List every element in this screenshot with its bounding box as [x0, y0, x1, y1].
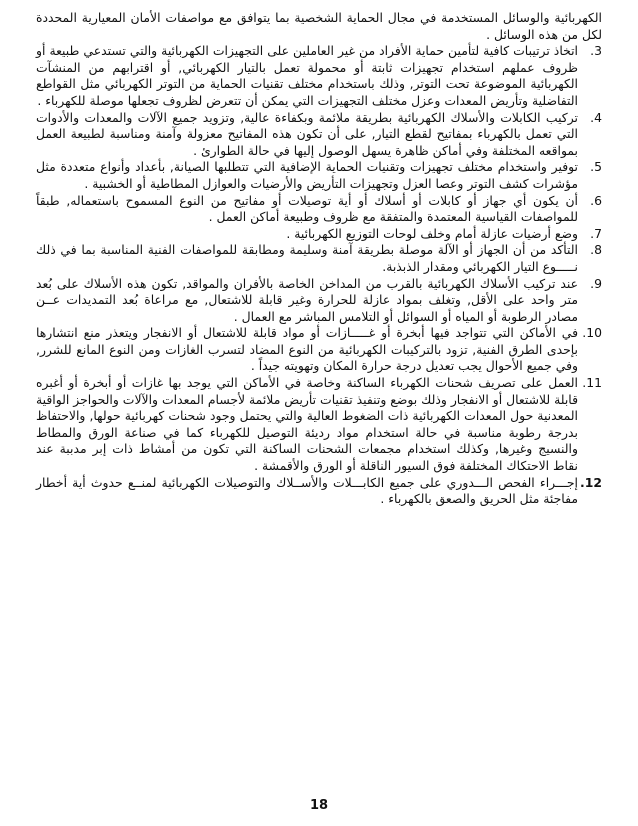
item-number: 4.: [590, 109, 602, 125]
item-number: 8.: [590, 242, 602, 258]
page-number: 18: [309, 798, 329, 813]
list-item-6: [36, 193, 602, 226]
item-number: 5.: [590, 159, 602, 175]
item-text: تركيب الكابلات والأسلاك الكهربائية بطريقة ملائمة وبكفاءة عالية, وتزويد جميع الآلات والمعدات والأدوات التي تعمل بالكهرباء بمفاتيح لقطع التيار, على أن تكون هذه المفاتيح معزولة وآمنة ومناسبة لطبيعة العمل بمواقعه المختلفة وفي أماكن ظاهرة يسهل الوصول إليها في حالة الطوارئ .: [36, 109, 578, 158]
list-item-8: [36, 242, 602, 275]
item-text: العمل على تصريف شحنات الكهرباء الساكنة وخاصة في الأماكن التي يوجد بها غازات أو أبخرة أو أغبره قابلة للاشتعال أو الانفجار وذلك بوضع وتنفيذ تقنيات تأريض ملائمة لأجسام المعدات والآلات والحواجز الواقية المعدنية حول المعدات الكهربائية ذات الضغوط العالية والتي يحتمل وجود شحنات كهربائية حولها, والاحتفاظ بدرجة رطوبة مناسبة في حالة استخدام مواد رديئة التوصيل للكهرباء كما في صناعة الورق والمطاط والنسيج وغيرها, وكذلك استخدام مجمعات الشحنات الساكنة التي تكون من أمشاط ذات إبر مدببة عند نقاط الاحتكاك المختلفة فوق السيور الناقلة أو الورق والأقمشة .: [36, 375, 578, 474]
list-item-3: [36, 43, 602, 109]
intro-paragraph: الكهربائية والوسائل المستخدمة في مجال الحماية الشخصية بما يتوافق مع مواصفات الأمان المعيارية المحددة لكل من هذه الوسائل .: [36, 10, 602, 42]
item-text: اتخاذ ترتيبات كافية لتأمين حماية الأفراد من غير العاملين على التجهيزات الكهربائية والتي تستدعي طبيعة أو ظروف عملهم استخدام تجهيزات ثابتة أو محمولة تعمل بالتيار الكهربائي, أو اقترابهم من المنشآت الكهربائية الموضوعة تحت التوتر, وذلك باستخدام مختلف تقنيات الحماية من التوتر الكهربائي مثل القواطع التفاضلية وتأريض المعدات وعزل مختلف التجهيزات التي يمكن أن تتعرض لظروف تجعلها موصلة للكهرباء .: [36, 43, 578, 108]
item-text: التأكد من أن الجهاز أو الآلة موصلة بطريقة آمنة وسليمة ومطابقة للمواصفات الفنية المناسبة بما في ذلك نـــــوع التيار الكهربائي ومقدار الذبذبة.: [36, 242, 578, 274]
list-item-11: [36, 375, 602, 475]
item-number: 6.: [590, 192, 602, 208]
list-item-7: [36, 226, 602, 243]
numbered-list: [36, 43, 602, 508]
list-item-12: [36, 475, 602, 508]
item-number: 7.: [590, 225, 602, 241]
item-number: 12.: [580, 474, 602, 490]
item-text: توفير واستخدام مختلف تجهيزات وتقنيات الحماية الإضافية التي تتطلبها الصيانة, بأعداد وأنواع متعددة مثل مؤشرات كشف التوتر وعصا العزل وتجهيزات التأريض والأرضيات والعوازل المطاطية أو الخشبية .: [36, 159, 578, 191]
item-text: عند تركيب الأسلاك الكهربائية بالقرب من المداخن الخاصة بالأفران والمواقد, تكون هذه الأسلاك على بُعد متر واحد على الأقل, وتغلف بمواد عازلة للحرارة وغير قابلة للاشتعال, مع مراعاة بُعد التمديدات عــن مصادر الرطوبة أو المياه أو السوائل أو التلامس المباشر مع العمال .: [36, 275, 578, 324]
item-number: 11.: [582, 375, 602, 391]
item-number: 10.: [582, 325, 602, 341]
document-page: [36, 10, 602, 810]
item-text: في الأماكن التي تتواجد فيها أبخرة أو غـــــازات أو مواد قابلة للاشتعال أو الانفجار ويتعذر منع انتشارها بإحدى الطرق الفنية, تزود بالتركيبات الكهربائية من النوع المضاد لتسرب الغازات ومن النوع المانع للشرر, وفي جميع الأحوال يجب تعديل درجة حرارة المكان وتهويته جيداً .: [36, 325, 578, 374]
item-number: 3.: [590, 43, 602, 59]
list-item-5: [36, 159, 602, 192]
list-item-4: [36, 110, 602, 160]
item-number: 9.: [590, 275, 602, 291]
item-text: أن يكون أي جهاز أو كابلات أو أسلاك أو أية توصيلات أو مفاتيح من النوع المسموح باستعماله, طبقاً للمواصفات القياسية المعتمدة والمتفقة مع ظروف وطبيعة أماكن العمل .: [36, 192, 578, 225]
item-text: إجـــراء الفحص الـــدوري على جميع الكابـــلات والأســلاك والتوصيلات الكهربائية لمنــع حدوث أية أخطار مفاجئة مثل الحريق والصعق بالكهرباء .: [36, 474, 578, 507]
list-item-9: [36, 276, 602, 326]
list-item-10: [36, 325, 602, 375]
item-text: وضع أرضيات عازلة أمام وخلف لوحات التوزيع الكهربائية .: [286, 225, 578, 241]
